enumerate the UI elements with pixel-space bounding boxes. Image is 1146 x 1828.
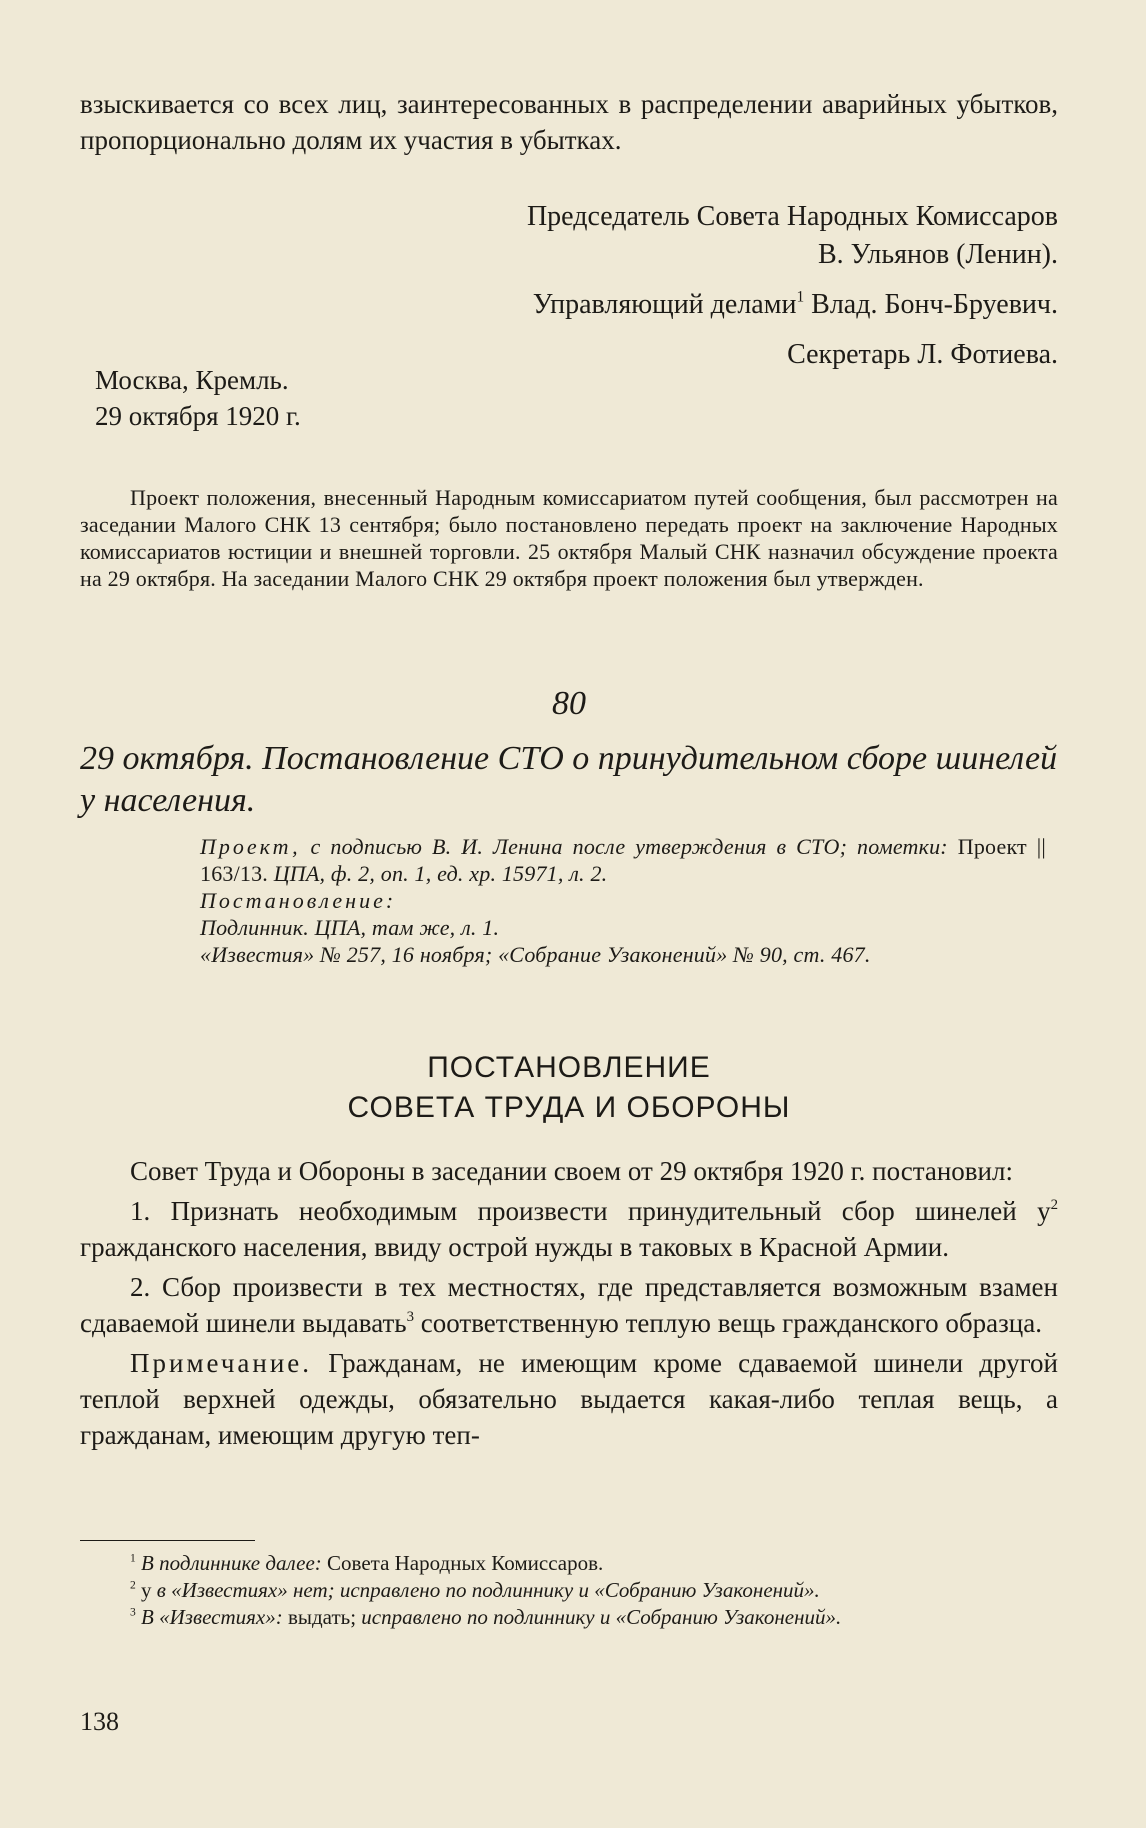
footnote-number: 1	[130, 1552, 136, 1565]
item-2-text-a: 2. Сбор произвести в тех местностях, где представляется возможным взамен сдаваемой шинели выдавать	[80, 1272, 1058, 1338]
footnote-text: исправлено по подлиннику и «Собранию Узаконений».	[361, 1605, 842, 1629]
note-paragraph	[80, 1345, 1058, 1453]
resolution-title	[80, 1048, 1058, 1128]
draft-mark: Проект || 163/13.	[200, 834, 1046, 886]
footnote-number: 3	[130, 1606, 136, 1619]
item-1	[80, 1193, 1058, 1265]
note-text: Гражданам, не имеющим кроме сдаваемой шинели другой теплой верхней одежды, обязательно выдается какая-либо теплая вещь, а гражданам, имеющим другую теп-	[80, 1348, 1059, 1450]
footnote-text: у	[141, 1578, 152, 1602]
item-2-text-b: соответственную теплую вещь гражданского образца.	[420, 1308, 1042, 1338]
continuation-paragraph: взыскивается со всех лиц, заинтересованных в распределении аварийных убытков, пропорционально долям их участия в убытках.	[80, 89, 1058, 155]
footnote-2	[80, 1577, 1058, 1604]
item-1-text-b: гражданского населения, ввиду острой нужды в таковых в Красной Армии.	[80, 1232, 950, 1262]
resolution-label: Постановление:	[200, 888, 397, 913]
publication-source: «Известия» № 257, 16 ноября; «Собрание Узаконений» № 90, ст. 467.	[200, 942, 871, 967]
footnote-text: Совета Народных Комиссаров.	[327, 1551, 604, 1575]
footnote-ref: 2	[1050, 1196, 1058, 1213]
footnote-1	[80, 1550, 1058, 1577]
footnote-ref: 1	[796, 288, 805, 306]
manager-name: Влад. Бонч-Бруевич.	[811, 289, 1058, 320]
intro-paragraph: Совет Труда и Обороны в заседании своем от 29 октября 1920 г. постановил:	[130, 1156, 1013, 1186]
resolution-body	[80, 1153, 1058, 1453]
title-line-2: СОВЕТА ТРУДА И ОБОРОНЫ	[347, 1091, 791, 1124]
title-line-1: ПОСТАНОВЛЕНИЕ	[427, 1051, 711, 1084]
draft-label: Проект,	[200, 834, 301, 859]
footnote-ref: 3	[406, 1308, 415, 1325]
editorial-note: Проект положения, внесенный Народным комиссариатом путей сообщения, был рассмотрен на заседании Малого СНК 13 сентября; было постановлено передать проект на заключение Народных комиссариатов юстиции и внешней торговли. 25 октября Малый СНК назначил обсуждение проекта на 29 октября. На заседании Малого СНК 29 октября проект положения был утвержден.	[80, 485, 1058, 591]
chairman-title: Председатель Совета Народных Комиссаров	[526, 201, 1058, 232]
chairman-name: В. Ульянов (Ленин).	[818, 239, 1058, 270]
item-2	[80, 1269, 1058, 1341]
manager-line	[80, 286, 1058, 324]
secretary: Секретарь Л. Фотиева.	[787, 339, 1058, 370]
item-1-text-a: 1. Признать необходимым произвести принудительный сбор шинелей у	[130, 1196, 1051, 1226]
place-date	[95, 362, 1073, 434]
footnote-text: В подлиннике далее:	[141, 1551, 322, 1575]
page-number: 138	[80, 1707, 119, 1736]
footnote-3	[80, 1604, 1058, 1631]
footnote-text: в «Известиях» нет; исправлено по подлиннику и «Собранию Узаконений».	[156, 1578, 820, 1602]
note-label: Примечание.	[130, 1348, 313, 1378]
original-source: Подлинник. ЦПА, там же, л. 1.	[200, 915, 500, 940]
footnote-divider	[80, 1540, 255, 1541]
document-heading: 29 октября. Постановление СТО о принудительном сборе шинелей у населения.	[80, 740, 1058, 819]
footnote-number: 2	[130, 1579, 136, 1592]
draft-text-1: с подписью В. И. Ленина после утверждения в СТО; пометки:	[310, 834, 948, 859]
footnote-text: выдать;	[287, 1605, 357, 1629]
signature-block	[80, 198, 1058, 374]
manager-title: Управляющий делами	[532, 289, 797, 320]
date: 29 октября 1920 г.	[95, 401, 301, 431]
draft-text-2: ЦПА, ф. 2, оп. 1, ед. хр. 15971, л. 2.	[273, 861, 608, 886]
document-number: 80	[552, 685, 586, 722]
footnote-text: В «Известиях»:	[141, 1605, 283, 1629]
footnotes	[80, 1550, 1058, 1631]
draft-source	[200, 833, 1046, 887]
source-notes	[200, 833, 1046, 968]
place: Москва, Кремль.	[95, 365, 289, 395]
